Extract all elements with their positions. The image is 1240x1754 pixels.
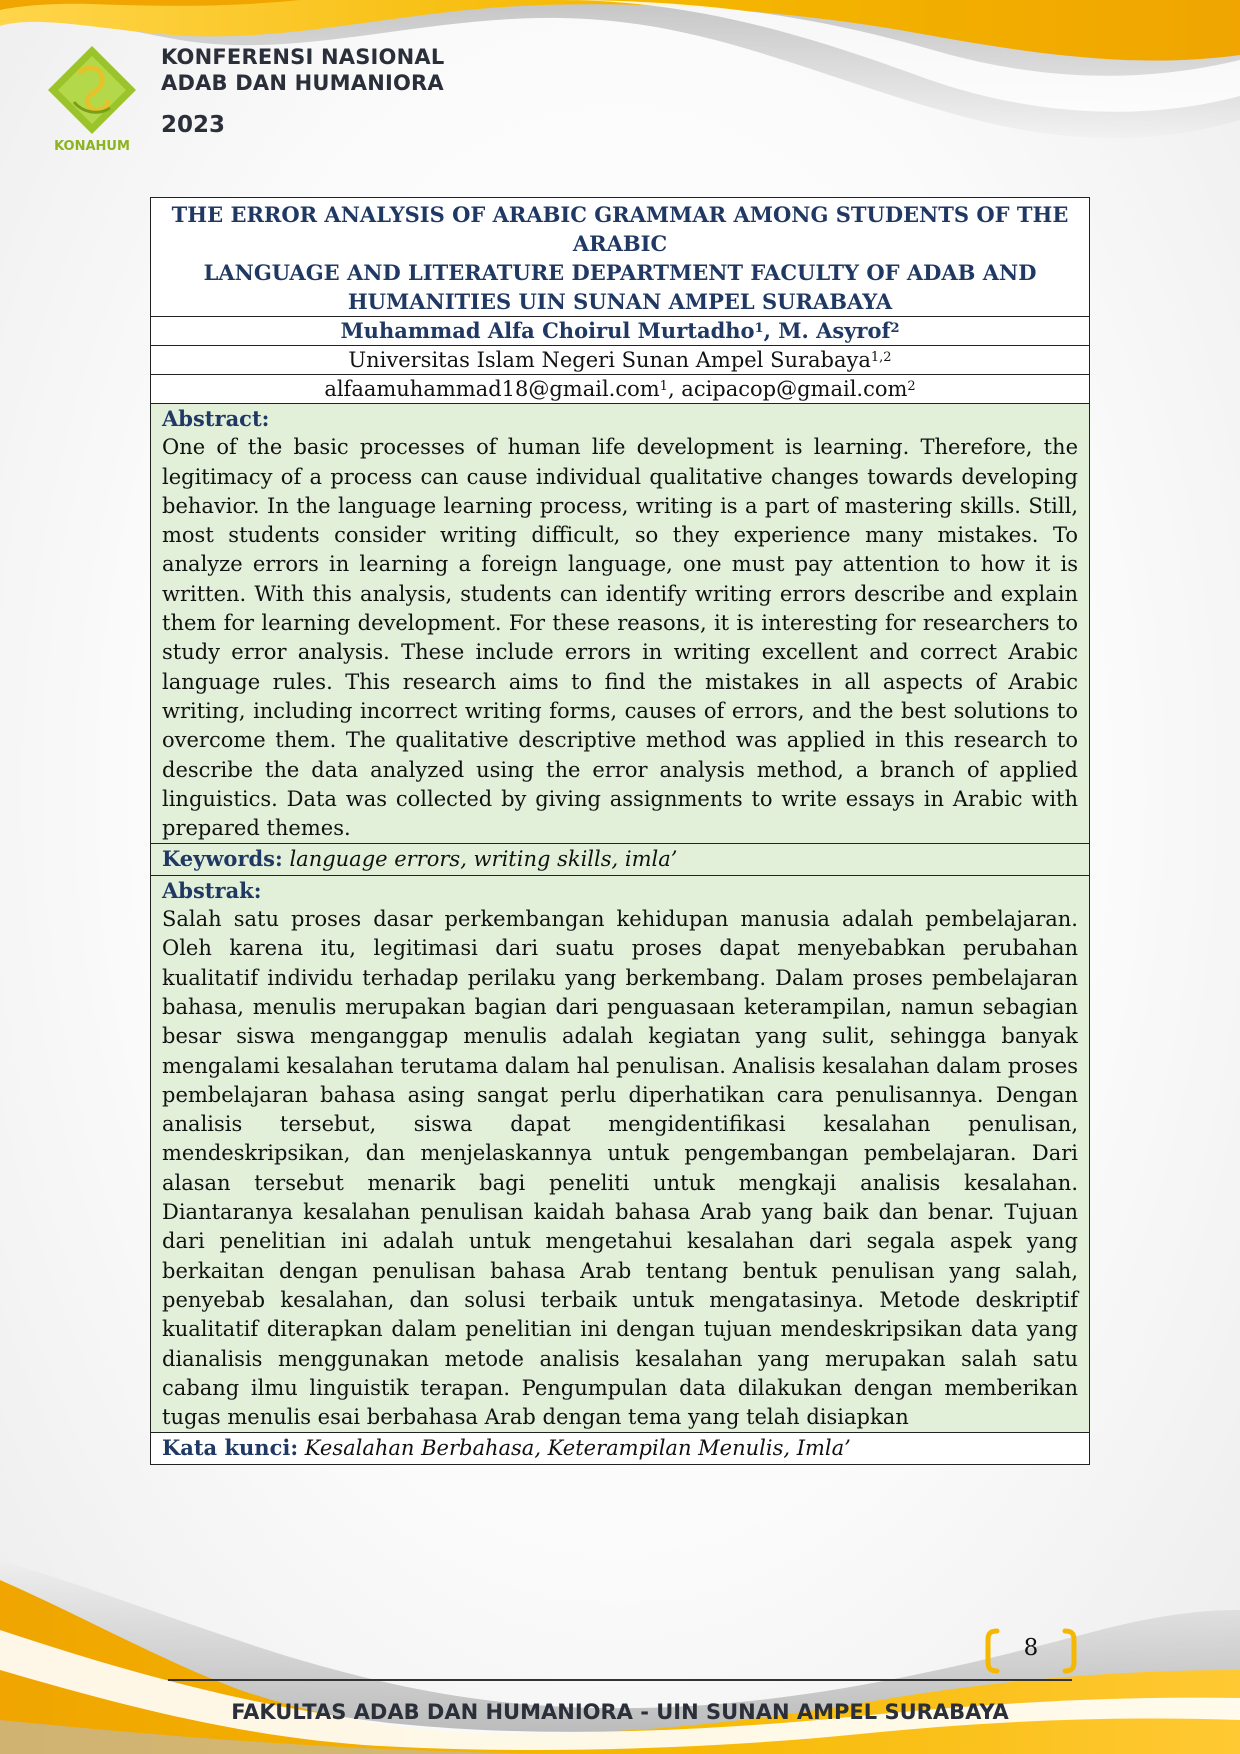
email-2: acipacop@gmail.com <box>681 377 908 401</box>
author-2-sup: 2 <box>890 321 900 336</box>
author-2: M. Asyrof <box>778 318 891 343</box>
affiliation-sup: 1,2 <box>870 350 892 365</box>
keywords-row <box>151 844 1090 875</box>
affiliation <box>151 346 1090 375</box>
keywords-label: Keywords: <box>162 846 283 872</box>
title-line-2: LANGUAGE AND LITERATURE DEPARTMENT FACULTY OF ADAB AND <box>203 260 1037 285</box>
abstract-text: One of the basic processes of human life development is learning. Therefore, the legitimacy of a process can cause individual qualitative changes towards developing behavior. In the language learning process, writing is a part of mastering skills. Still, most students consider writing difficult, so they experience many mistakes. To analyze errors in learning a foreign language, one must pay attention to how it is written. With this analysis, students can identify writing errors describe and explain them for learning development. For these reasons, it is interesting for researchers to study error analysis. These include errors in writing excellent and correct Arabic language rules. This research aims to find the mistakes in all aspects of Arabic writing, including incorrect writing forms, causes of errors, and the best solutions to overcome them. The qualitative descriptive method was applied in this research to describe the data analyzed using the error analysis method, a branch of applied linguistics. Data was collected by giving assignments to write essays in Arabic with prepared themes. <box>162 435 1078 841</box>
conference-line-2: ADAB DAN HUMANIORA <box>161 71 444 95</box>
authors <box>151 317 1090 346</box>
abstract-label: Abstract: <box>162 406 270 431</box>
abstract-section <box>151 404 1090 844</box>
footer-faculty: FAKULTAS ADAB DAN HUMANIORA - UIN SUNAN AMPEL SURABAYA <box>231 1700 1009 1724</box>
author-1-sup: 1 <box>754 321 764 336</box>
title-line-1: THE ERROR ANALYSIS OF ARABIC GRAMMAR AMONG STUDENTS OF THE ARABIC <box>171 202 1069 256</box>
emails <box>151 375 1090 404</box>
kata-kunci-text: Kesalahan Berbahasa, Keterampilan Menulis, Imla’ <box>304 1436 851 1461</box>
email-1: alfaamuhammad18@gmail.com <box>324 377 660 401</box>
email-1-sup: 1 <box>659 379 668 394</box>
abstrak-label: Abstrak: <box>162 877 262 903</box>
abstrak-text: Salah satu proses dasar perkembangan kehidupan manusia adalah pembelajaran. Oleh karena itu, legitimasi dari suatu proses dapat menyebabkan perubahan kualitatif individu terhadap perilaku yang berkembang. Dalam proses pembelajaran bahasa, menulis merupakan bagian dari penguasaan keterampilan, namun sebagian besar siswa menganggap menulis adalah kegiatan yang sulit, sehingga banyak mengalami kesalahan terutama dalam hal penulisan. Analisis kesalahan dalam proses pembelajaran bahasa asing sangat perlu diperhatikan cara penulisannya. Dengan analisis tersebut, siswa dapat mengidentifikasi kesalahan penulisan, mendeskripsikan, dan menjelaskannya untuk pengembangan pembelajaran. Dari alasan tersebut menarik bagi peneliti untuk mengkaji analisis kesalahan. Diantaranya kesalahan penulisan kaidah bahasa Arab yang baik dan benar. Tujuan dari penelitian ini adalah untuk mengetahui kesalahan dari segala aspek yang berkaitan dengan penulisan bahasa Arab tentang bentuk penulisan yang salah, penyebab kesalahan, dan solusi terbaik untuk mengatasinya. Metode deskriptif kualitatif diterapkan dalam penelitian ini dengan tujuan mendeskripsikan data yang dianalisis menggunakan metode analisis kesalahan yang merupakan salah satu cabang ilmu linguistik terapan. Pengumpulan data dilakukan dengan memberikan tugas menulis esai berbahasa Arab dengan tema yang telah disiapkan <box>162 907 1078 1430</box>
page-number: 8 <box>1023 1635 1039 1661</box>
conference-line-1: KONFERENSI NASIONAL <box>161 45 445 69</box>
affiliation-text: Universitas Islam Negeri Sunan Ampel Surabaya <box>348 348 871 372</box>
kata-kunci-row <box>151 1433 1090 1464</box>
paper-front-matter-table <box>150 197 1090 1465</box>
email-2-sup: 2 <box>907 379 916 394</box>
keywords-text: language errors, writing skills, imla’ <box>289 847 678 872</box>
author-separator: , <box>763 318 779 343</box>
conference-year: 2023 <box>161 112 226 138</box>
title-line-3: HUMANITIES UIN SUNAN AMPEL SURABAYA <box>347 289 893 314</box>
footer-divider <box>168 1679 1072 1681</box>
author-1: Muhammad Alfa Choirul Murtadho <box>340 318 755 343</box>
conference-heading <box>161 44 444 138</box>
konahum-logo <box>44 42 140 154</box>
paper-title <box>151 198 1090 317</box>
email-separator: , <box>667 377 682 401</box>
kata-kunci-label: Kata kunci: <box>162 1435 299 1461</box>
logo-caption: KONAHUM <box>54 139 130 154</box>
abstrak-section <box>151 875 1090 1433</box>
